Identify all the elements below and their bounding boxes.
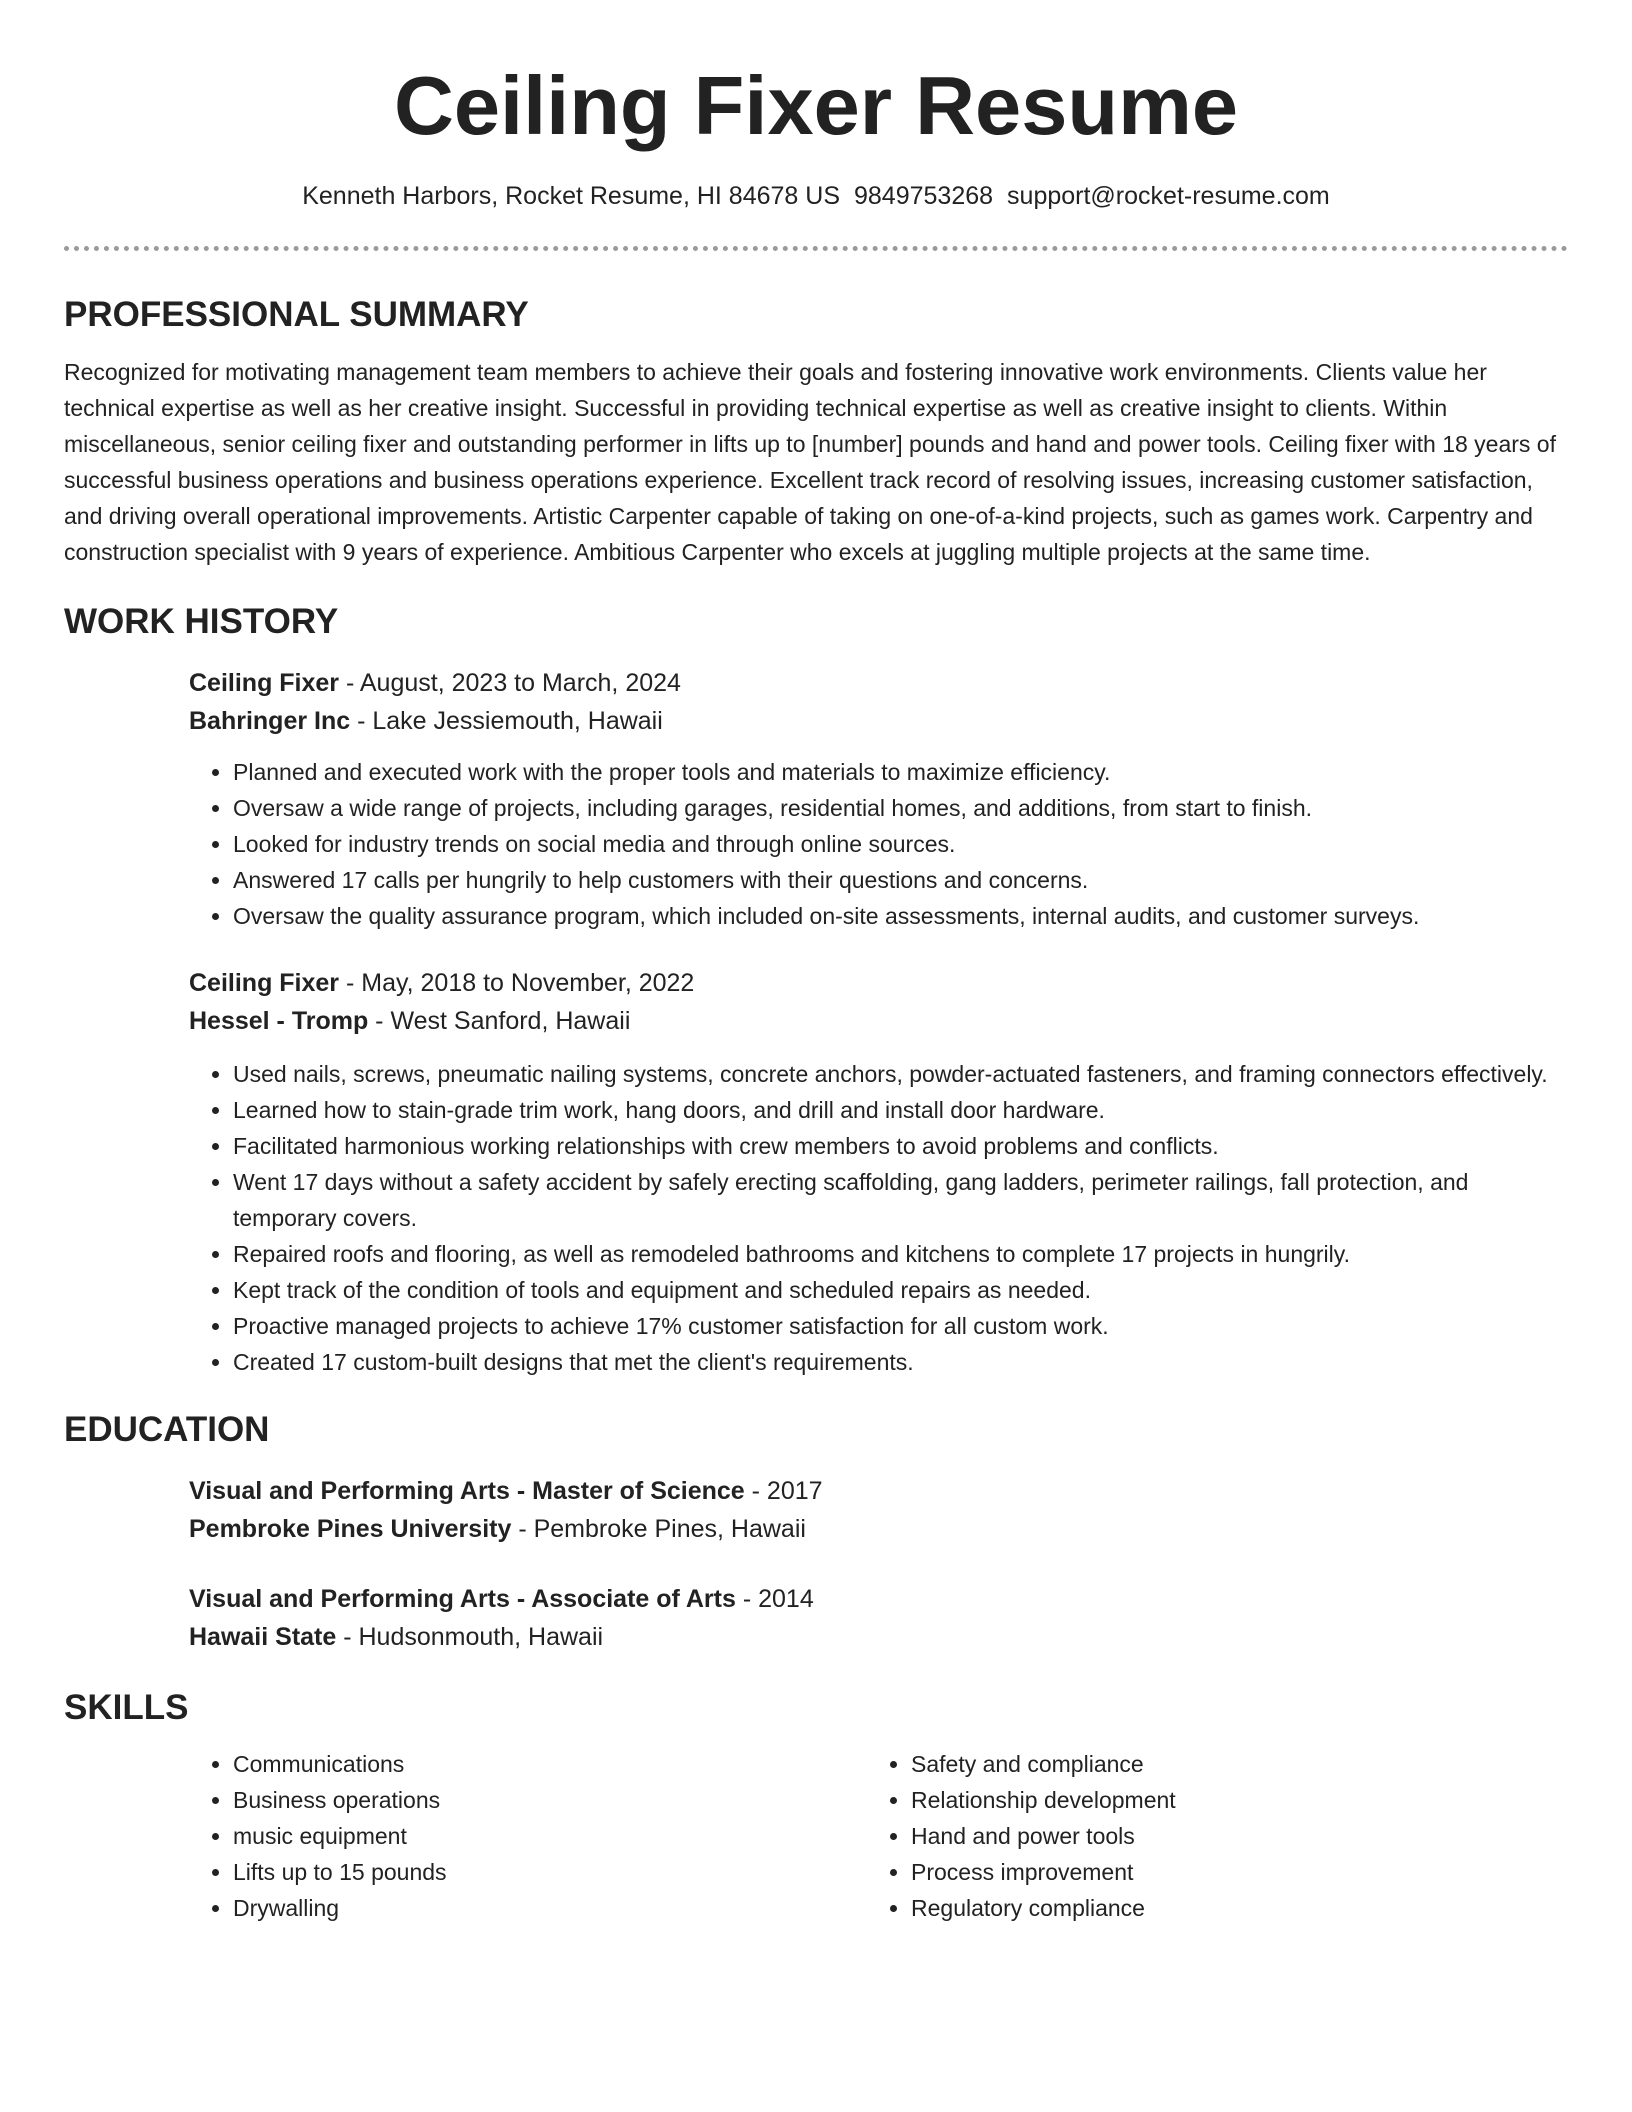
- job-dates: - May, 2018 to November, 2022: [339, 969, 695, 997]
- contact-phone: 9849753268: [854, 182, 994, 210]
- job-location: - Lake Jessiemouth, Hawaii: [350, 707, 663, 735]
- skills-column-right: [867, 1746, 1545, 1926]
- skills-list: [189, 1746, 1568, 1926]
- list-item: • Facilitated harmonious working relationships with crew members to avoid problems and conflicts.: [233, 1128, 1568, 1164]
- contact-email: support@rocket-resume.com: [1007, 182, 1330, 210]
- skills-column-left: [189, 1746, 867, 1926]
- list-item: • Repaired roofs and flooring, as well as remodeled bathrooms and kitchens to complete 17 projects in hungrily.: [233, 1236, 1568, 1272]
- job-entry: [189, 664, 1568, 934]
- education-school-line: [189, 1618, 1568, 1656]
- contact-line: [64, 180, 1568, 212]
- job-title: Ceiling Fixer: [189, 969, 340, 997]
- skill-item: • Regulatory compliance: [911, 1890, 1545, 1926]
- education-entry: [189, 1472, 1568, 1548]
- skill-item: • Safety and compliance: [911, 1746, 1545, 1782]
- job-bullets: [189, 1056, 1568, 1380]
- education-degree: Visual and Performing Arts - Associate of Arts: [189, 1585, 736, 1613]
- education-heading: EDUCATION: [64, 1410, 270, 1449]
- list-item: • Went 17 days without a safety accident by safely erecting scaffolding, gang ladders, perimeter railings, fall protection, and temporary covers.: [233, 1164, 1568, 1236]
- resume-page: [64, 0, 1568, 1926]
- skills-bullets: [867, 1746, 1545, 1926]
- skills-bullets: [189, 1746, 867, 1926]
- job-dates: - August, 2023 to March, 2024: [339, 669, 681, 697]
- list-item: • Oversaw a wide range of projects, including garages, residential homes, and additions, from start to finish.: [233, 790, 1568, 826]
- education-degree-line: [189, 1472, 1568, 1510]
- list-item: • Oversaw the quality assurance program, which included on-site assessments, internal audits, and customer surveys.: [233, 898, 1568, 934]
- education-degree-line: [189, 1580, 1568, 1618]
- skill-item: • music equipment: [233, 1818, 867, 1854]
- list-item: • Planned and executed work with the proper tools and materials to maximize efficiency.: [233, 754, 1568, 790]
- job-entry: [189, 964, 1568, 1380]
- education-year: - 2014: [735, 1585, 814, 1613]
- job-bullets: [189, 754, 1568, 934]
- job-title: Ceiling Fixer: [189, 669, 340, 697]
- education-location: - Pembroke Pines, Hawaii: [511, 1515, 806, 1543]
- list-item: • Used nails, screws, pneumatic nailing systems, concrete anchors, powder-actuated fasteners, and framing connectors effectively.: [233, 1056, 1568, 1092]
- education-entry: [189, 1580, 1568, 1656]
- list-item: • Learned how to stain-grade trim work, hang doors, and drill and install door hardware.: [233, 1092, 1568, 1128]
- education-degree: Visual and Performing Arts - Master of Science: [189, 1477, 745, 1505]
- job-title-line: [189, 664, 1568, 702]
- education-year: - 2017: [744, 1477, 823, 1505]
- education-location: - Hudsonmouth, Hawaii: [336, 1623, 604, 1651]
- job-company: Hessel - Tromp: [189, 1007, 369, 1035]
- summary-text: Recognized for motivating management team members to achieve their goals and fostering innovative work environments. Clients value her technical expertise as well as her creative insight. Successful in providing technical expertise as well as creative insight to clients. Within miscellaneous, senior ceiling fixer and outstanding performer in lifts up to [number] pounds and hand and power tools. Ceiling fixer with 18 years of successful business operations and business operations experience. Excellent track record of resolving issues, increasing customer satisfaction, and driving overall operational improvements. Artistic Carpenter capable of taking on one-of-a-kind projects, such as games work. Carpentry and construction specialist with 9 years of experience. Ambitious Carpenter who excels at juggling multiple projects at the same time.: [64, 359, 1556, 565]
- summary-heading: PROFESSIONAL SUMMARY: [64, 295, 529, 334]
- skill-item: • Business operations: [233, 1782, 867, 1818]
- education-school: Hawaii State: [189, 1623, 337, 1651]
- skills-heading: SKILLS: [64, 1688, 189, 1727]
- skill-item: • Communications: [233, 1746, 867, 1782]
- education-school-line: [189, 1510, 1568, 1548]
- skill-item: • Process improvement: [911, 1854, 1545, 1890]
- job-company: Bahringer Inc: [189, 707, 351, 735]
- contact-address: Kenneth Harbors, Rocket Resume, HI 84678 US: [302, 182, 840, 210]
- list-item: • Looked for industry trends on social media and through online sources.: [233, 826, 1568, 862]
- job-title-line: [189, 964, 1568, 1002]
- resume-title: Ceiling Fixer Resume: [393, 59, 1239, 152]
- education-school: Pembroke Pines University: [189, 1515, 512, 1543]
- job-company-line: [189, 1002, 1568, 1040]
- list-item: • Proactive managed projects to achieve 17% customer satisfaction for all custom work.: [233, 1308, 1568, 1344]
- skill-item: • Drywalling: [233, 1890, 867, 1926]
- list-item: • Answered 17 calls per hungrily to help customers with their questions and concerns.: [233, 862, 1568, 898]
- skill-item: • Relationship development: [911, 1782, 1545, 1818]
- work-history-heading: WORK HISTORY: [64, 602, 339, 641]
- header-divider: [64, 246, 1568, 251]
- skill-item: • Hand and power tools: [911, 1818, 1545, 1854]
- skill-item: • Lifts up to 15 pounds: [233, 1854, 867, 1890]
- list-item: • Created 17 custom-built designs that met the client's requirements.: [233, 1344, 1568, 1380]
- list-item: • Kept track of the condition of tools and equipment and scheduled repairs as needed.: [233, 1272, 1568, 1308]
- job-location: - West Sanford, Hawaii: [368, 1007, 631, 1035]
- job-company-line: [189, 702, 1568, 740]
